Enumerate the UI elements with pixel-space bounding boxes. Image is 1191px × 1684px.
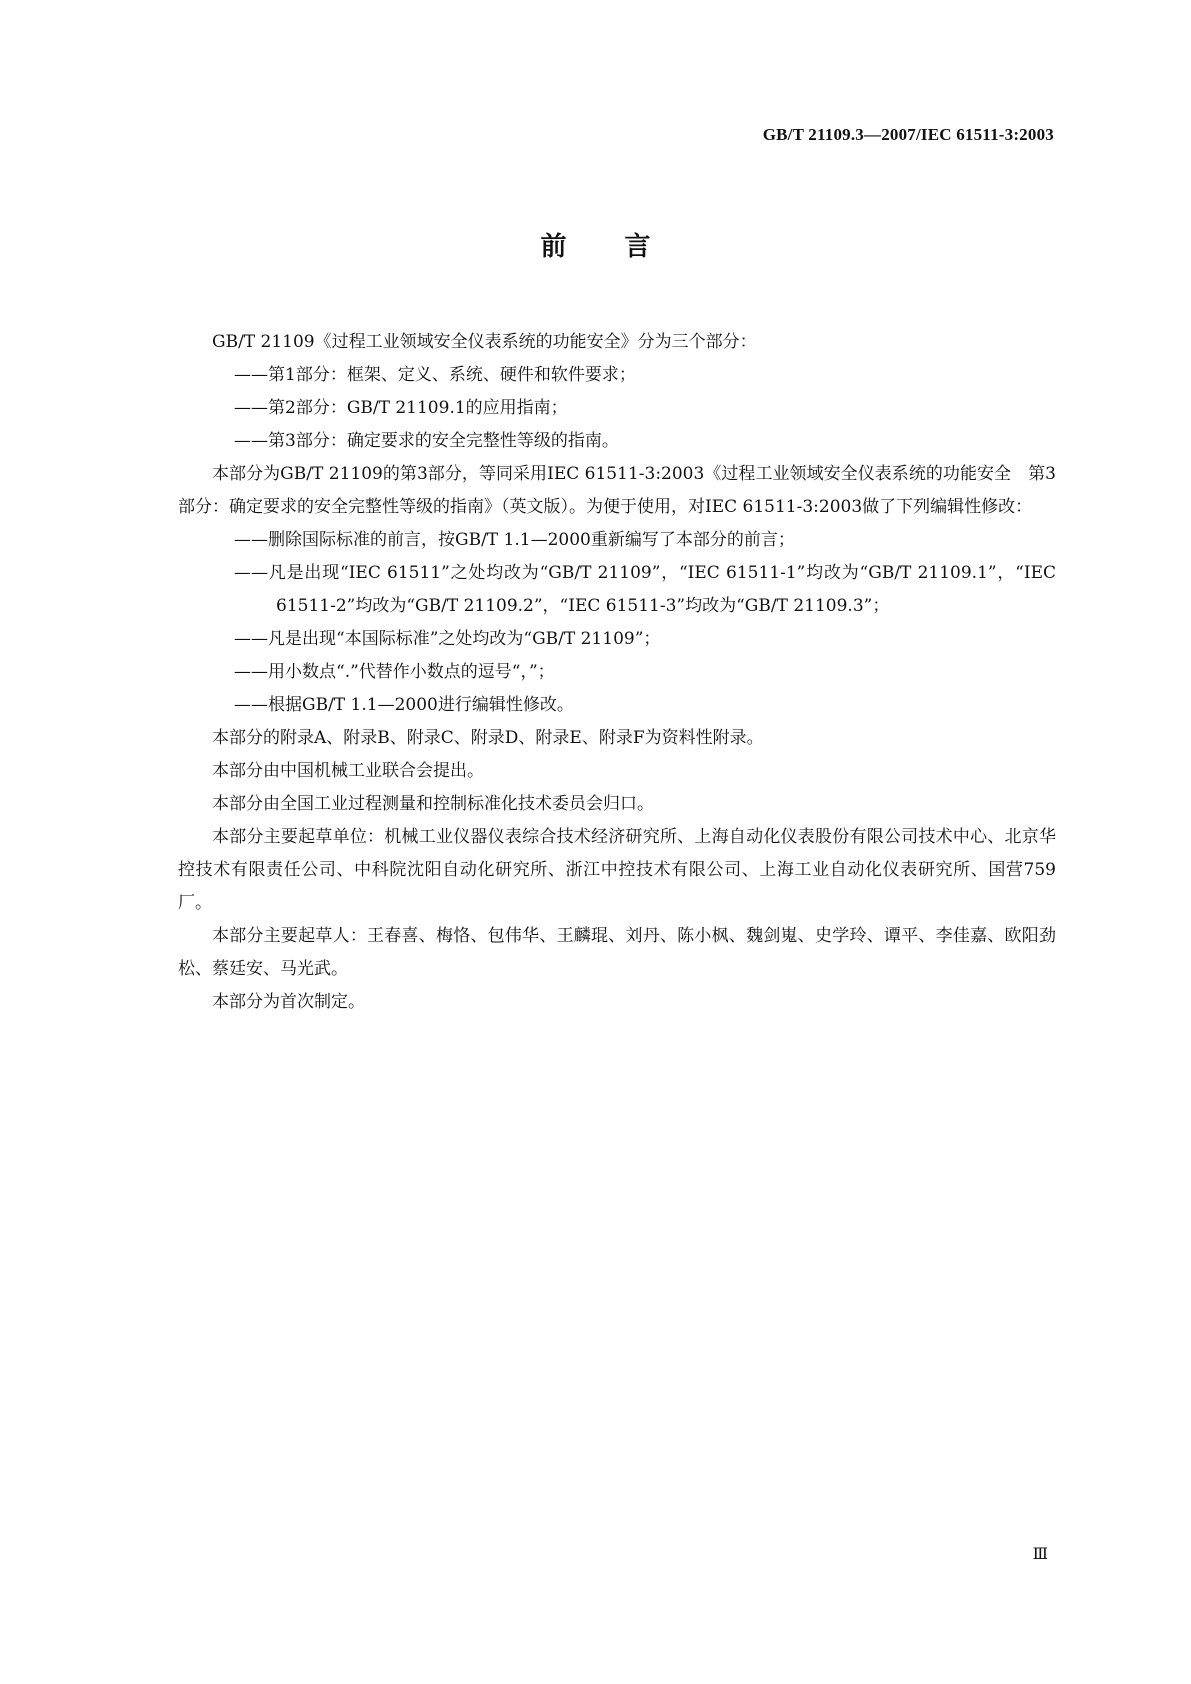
- list-item-change-2: ——凡是出现“IEC 61511”之处均改为“GB/T 21109”，“IEC 61511-1”均改为“GB/T 21109.1”，“IEC 61511-2”均改为“GB/T 21109.2”，“IEC 61511-3”均改为“GB/T 21109.3”；: [234, 563, 1056, 616]
- paragraph-annexes: 本部分的附录A、附录B、附录C、附录D、附录E、附录F为资料性附录。: [212, 728, 764, 748]
- paragraph-proposer: 本部分由中国机械工业联合会提出。: [212, 761, 484, 781]
- paragraph-intro: GB/T 21109《过程工业领域安全仪表系统的功能安全》分为三个部分：: [212, 332, 757, 352]
- paragraph-adoption: 本部分为GB/T 21109的第3部分，等同采用IEC 61511-3:2003《过程工业领域安全仪表系统的功能安全 第3部分：确定要求的安全完整性等级的指南》（英文版）。为便于使用，对IEC 61511-3:2003做了下列编辑性修改：: [178, 464, 1056, 517]
- paragraph-drafting-units: 本部分主要起草单位：机械工业仪器仪表综合技术经济研究所、上海自动化仪表股份有限公司技术中心、北京华控技术有限责任公司、中科院沈阳自动化研究所、浙江中控技术有限公司、上海工业自动化仪表研究所、国营759厂。: [178, 827, 1056, 913]
- standard-code-header: GB/T 21109.3—2007/IEC 61511-3:2003: [762, 125, 1054, 144]
- paragraph-committee: 本部分由全国工业过程测量和控制标准化技术委员会归口。: [212, 794, 654, 814]
- title-char-2: 言: [624, 232, 651, 262]
- page-number: Ⅲ: [1032, 1544, 1048, 1563]
- list-item-change-1: ——删除国际标准的前言，按GB/T 1.1—2000重新编写了本部分的前言；: [234, 530, 795, 550]
- list-item-part1: ——第1部分：框架、定义、系统、硬件和软件要求；: [234, 365, 636, 385]
- list-item-part2: ——第2部分：GB/T 21109.1的应用指南；: [234, 398, 568, 418]
- list-item-change-5: ——根据GB/T 1.1—2000进行编辑性修改。: [234, 695, 574, 715]
- list-item-part3: ——第3部分：确定要求的安全完整性等级的指南。: [234, 431, 619, 451]
- title-char-1: 前: [540, 232, 567, 262]
- paragraph-first-edition: 本部分为首次制定。: [212, 992, 365, 1012]
- paragraph-drafters: 本部分主要起草人：王春喜、梅恪、包伟华、王麟琨、刘丹、陈小枫、魏剑嵬、史学玲、谭平、李佳嘉、欧阳劲松、蔡廷安、马光武。: [178, 926, 1056, 979]
- list-item-change-3: ——凡是出现“本国际标准”之处均改为“GB/T 21109”；: [234, 629, 661, 649]
- foreword-body: [178, 326, 1056, 1019]
- list-item-change-4: ——用小数点“.”代替作小数点的逗号“，”；: [234, 662, 555, 682]
- page-title: [0, 226, 1191, 263]
